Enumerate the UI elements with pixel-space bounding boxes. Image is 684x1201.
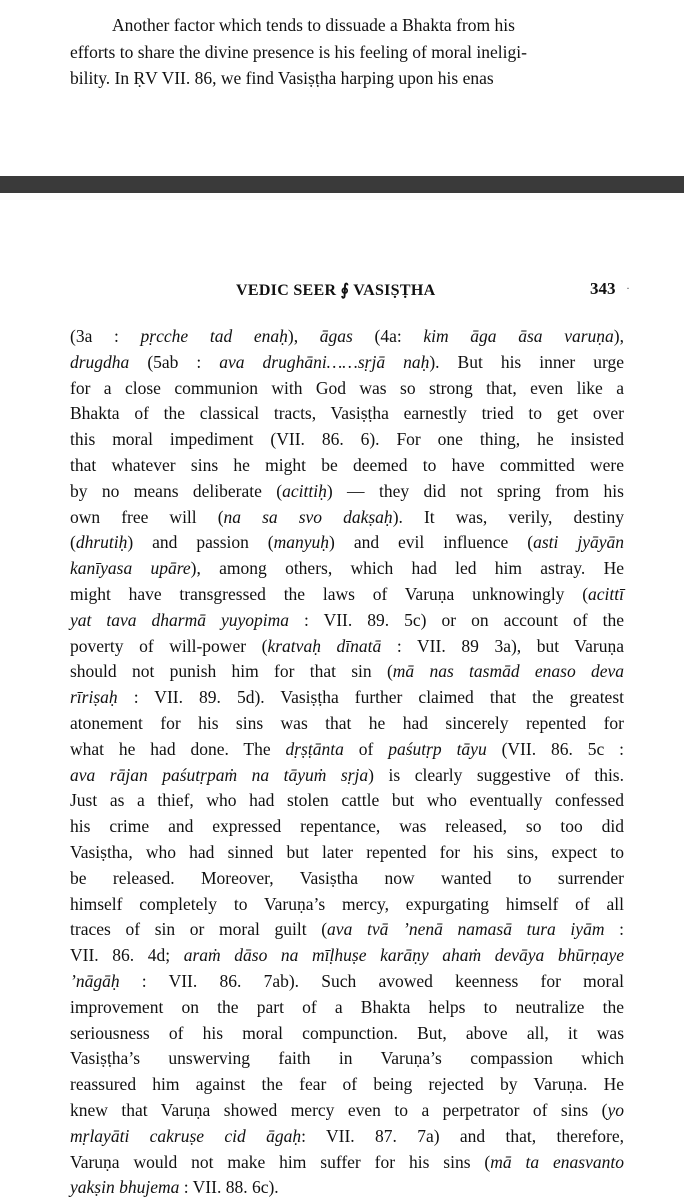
italic-term: asti jyāyān (533, 532, 624, 553)
body-line (70, 943, 624, 969)
body-line (70, 840, 624, 866)
body-line (70, 1046, 624, 1072)
body-line (70, 659, 624, 685)
italic-term: acittī (588, 583, 624, 604)
italic-term: ava tvā ’nenā namasā tura iyām (327, 919, 605, 940)
body-line (70, 505, 624, 531)
italic-term: drugdha (70, 351, 130, 372)
body-line (70, 1021, 624, 1047)
text-run: might have transgressed the laws of Varuṇa unknowingly ( (70, 583, 589, 604)
italic-term: yo (607, 1099, 624, 1120)
body-line (70, 1124, 624, 1150)
running-head: VEDIC SEER ∮ VASIṢṬHA (236, 282, 436, 299)
italic-term: pṛcche tad enaḥ (140, 326, 288, 346)
text-run: ) and evil influence ( (329, 532, 534, 553)
italic-term: kratvaḥ dīnatā (267, 635, 382, 656)
text-run: be released. Moreover, Vasiṣtha now wanted to surrender (70, 867, 624, 888)
text-run: own free will ( (70, 506, 224, 527)
text-run: Just as a thief, who had stolen cattle but who eventually confessed (70, 790, 624, 811)
body-line (70, 1072, 624, 1098)
italic-term: manyuḥ (273, 532, 330, 553)
text-run: that whatever sins he might be deemed to have committed were (70, 454, 624, 475)
italic-term: yat tava dharmā yuyopima (70, 609, 290, 630)
text-run: of (343, 738, 389, 759)
text-run: seriousness of his moral compunction. But, above all, it was (70, 1022, 624, 1043)
text-run: VII. 86. 4d; (70, 945, 184, 966)
body-line (70, 634, 624, 660)
text-run: traces of sin or moral guilt ( (70, 919, 328, 940)
text-run: atonement for his sins was that he had sincerely repented for (70, 712, 624, 733)
text-run: : VII. 89. 5d). Vasiṣṭha further claimed that the greatest (117, 687, 624, 708)
body-line (70, 427, 624, 453)
body-line (70, 582, 624, 608)
text-run: ) is clearly suggestive of this. (368, 764, 624, 785)
text-run: : VII. 89 3a), but Varuṇa (381, 635, 624, 656)
text-run: (4a: (352, 326, 424, 346)
page-mark: · (626, 281, 630, 295)
italic-term: na sa svo dakṣaḥ (223, 506, 393, 527)
text-run: ( (70, 532, 76, 553)
previous-page-fragment (70, 12, 664, 92)
text-run: : VII. 87. 7a) and that, therefore, (301, 1125, 624, 1146)
body-line (70, 995, 624, 1021)
text-run: (VII. 86. 5c : (486, 738, 624, 759)
body-line (70, 1098, 624, 1124)
italic-term: āgas (319, 326, 353, 346)
body-line (70, 376, 624, 402)
body-line (70, 453, 624, 479)
text-run: ), (613, 326, 624, 346)
text-run: Varuṇa would not make him suffer for his sins ( (70, 1151, 491, 1172)
text-run: ) — they did not spring from his (326, 480, 624, 501)
italic-term: mā nas tasmād enaso deva (392, 661, 625, 682)
text-run: Vasiṣtha, who had sinned but later repented for his sins, expect to (70, 841, 624, 862)
text-run: improvement on the part of a Bhakta helps to neutralize the (70, 996, 624, 1017)
body-line (70, 892, 624, 918)
italic-term: mṛlayāti cakruṣe cid āgaḥ (70, 1125, 302, 1146)
page-divider-bar (0, 176, 684, 193)
body-line (70, 324, 624, 350)
body-paragraph (70, 324, 624, 1201)
text-run: Bhakta of the classical tracts, Vasiṣṭha earnestly tried to get over (70, 403, 624, 424)
text-run: ), among others, which had led him astray. He (190, 558, 624, 579)
body-line (70, 711, 624, 737)
italic-term: dṛṣṭānta (285, 738, 344, 759)
italic-term: mā ta enasvanto (490, 1151, 624, 1172)
body-line (70, 788, 624, 814)
body-line (70, 401, 624, 427)
prev-line-2: efforts to share the divine presence is his feeling of moral ineligi- (70, 41, 527, 62)
body-line (70, 479, 624, 505)
text-run: himself completely to Varuṇa’s mercy, expurgating himself of all (70, 893, 624, 914)
body-line (70, 350, 624, 376)
italic-term: kim āga āsa varuṇa (423, 326, 614, 346)
text-run: for a close communion with God was so strong that, even like a (70, 377, 624, 398)
body-line (70, 530, 624, 556)
italic-term: ’nāgāḥ (70, 970, 120, 991)
text-run: : (604, 919, 624, 940)
italic-term: yakṣin bhujema (70, 1177, 180, 1198)
text-run: : VII. 88. 6c). (179, 1177, 279, 1198)
body-line (70, 556, 624, 582)
text-run: reassured him against the fear of being rejected by Varuṇa. He (70, 1074, 624, 1095)
body-line (70, 814, 624, 840)
text-run: his crime and expressed repentance, was released, so too did (70, 816, 624, 837)
italic-term: araṁ dāso na mīḷhuṣe karāṇy ahaṁ devāya bhūrṇaye (183, 945, 625, 966)
text-run: (3a : (70, 326, 141, 346)
text-run: by no means deliberate ( (70, 480, 283, 501)
italic-term: paśutṛp tāyu (388, 738, 487, 759)
prev-line-3: bility. In ṚV VII. 86, we find Vasiṣṭha harping upon his enas (70, 68, 494, 88)
body-line (70, 1150, 624, 1176)
text-run: ). It was, verily, destiny (392, 506, 624, 527)
text-run: poverty of will-power ( (70, 635, 268, 656)
text-run: Vasiṣṭha’s unswerving faith in Varuṇa’s compassion which (70, 1048, 624, 1069)
text-run: ). But his inner urge (429, 351, 624, 372)
body-line (70, 685, 624, 711)
body-line (70, 1175, 624, 1201)
italic-term: ava rājan paśutṛpaṁ na tāyuṁ sṛja (70, 764, 369, 785)
text-run: (5ab : (129, 351, 220, 372)
italic-term: kanīyasa upāre (70, 558, 191, 579)
body-line (70, 917, 624, 943)
text-run: should not punish him for that sin ( (70, 661, 393, 682)
text-run: knew that Varuṇa showed mercy even to a perpetrator of sins ( (70, 1099, 608, 1120)
page-number: 343 (590, 279, 616, 298)
italic-term: dhrutiḥ (75, 532, 128, 553)
italic-term: rīriṣaḥ (70, 687, 118, 708)
prev-line-1: Another factor which tends to dissuade a Bhakta from his (112, 15, 515, 35)
body-line (70, 969, 624, 995)
text-run: : VII. 86. 7ab). Such avowed keenness for moral (119, 970, 624, 991)
body-line (70, 737, 624, 763)
body-line (70, 866, 624, 892)
text-run: ), (287, 326, 320, 346)
text-run: ) and passion ( (127, 532, 274, 553)
text-run: : VII. 89. 5c) or on account of the (289, 609, 624, 630)
italic-term: acittiḥ (282, 480, 327, 501)
text-run: this moral impediment (VII. 86. 6). For one thing, he insisted (70, 429, 624, 450)
body-line (70, 608, 624, 634)
italic-term: ava drughāni……sṛjā naḥ (219, 351, 430, 372)
body-line (70, 763, 624, 789)
text-run: what he had done. The (70, 738, 286, 759)
